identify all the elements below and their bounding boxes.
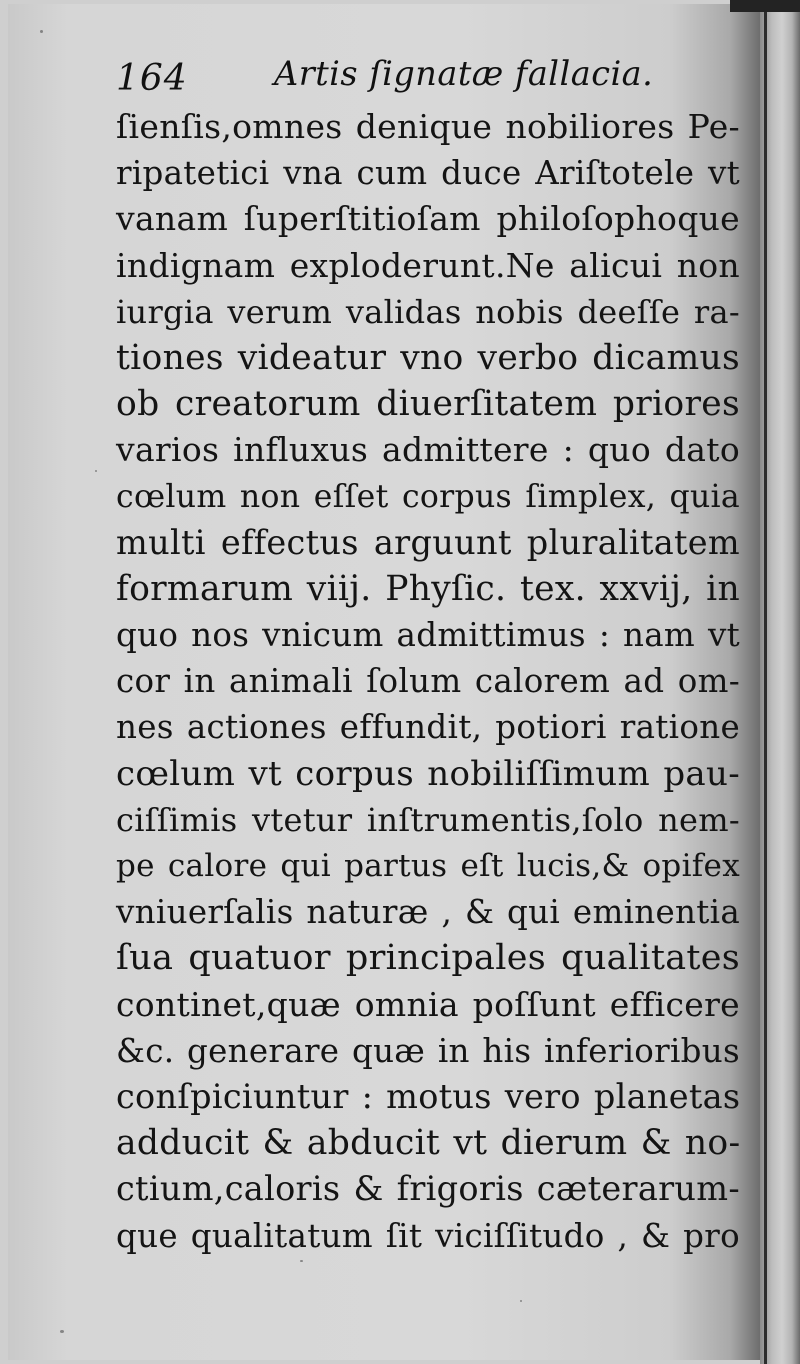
text-line: ripatetici vna cum duce Ariſtotele vt	[116, 154, 740, 193]
text-line: varios influxus admittere : quo dato	[116, 430, 740, 470]
text-line: ob creatorum diuerſitatem priores	[116, 384, 740, 425]
text-line: ſienſis,omnes denique nobiliores Pe-	[116, 107, 740, 146]
text-line: quo nos vnicum admittimus : nam vt	[116, 616, 740, 655]
text-line: &c. generare quæ in his inferioribus	[116, 1031, 740, 1070]
text-line: indignam exploderunt.Ne alicui non	[116, 245, 740, 285]
text-line: iurgia verum validas nobis deeſſe ra-	[116, 292, 740, 331]
text-line: ciſſimis vtetur inſtrumentis,ſolo nem-	[116, 800, 740, 839]
body-text	[116, 104, 740, 1259]
text-line: ctium,caloris & frigoris cæterarum-	[116, 1169, 740, 1209]
running-head: Artis ſignatæ fallacia.	[274, 54, 654, 93]
paper-speck	[60, 1330, 64, 1333]
text-line: vniuerſalis naturæ , & qui eminentia	[116, 893, 740, 932]
text-line: pe calore qui partus eſt lucis,& opifex	[116, 848, 740, 884]
text-line: conſpiciuntur : motus vero planetas	[116, 1076, 741, 1116]
text-line: formarum viij. Phyſic. tex. xxvij, in	[116, 568, 740, 609]
text-line: que qualitatum ſit viciſſitudo , & pro	[116, 1216, 740, 1255]
text-line: cœlum vt corpus nobiliſſimum pau-	[116, 753, 740, 794]
paper-speck	[300, 1260, 303, 1262]
page-header	[116, 48, 656, 108]
text-line: continet,quæ omnia poſſunt efficere	[116, 984, 740, 1024]
page-number: 164	[116, 58, 188, 99]
text-line: adducit & abducit vt dierum & no-	[116, 1123, 741, 1164]
text-line: tiones videatur vno verbo dicamus	[116, 337, 740, 378]
paper-speck	[40, 30, 43, 33]
paper-speck	[95, 470, 97, 472]
gutter-shadow-line	[764, 0, 767, 1364]
top-edge-shadow	[730, 0, 800, 12]
text-line: ſua quatuor principales qualitates	[116, 938, 740, 979]
paper-speck	[520, 1300, 522, 1302]
text-line: cœlum non eſſet corpus ſimplex, quia	[116, 478, 740, 515]
text-line: vanam ſuperſtitioſam philoſophoque	[116, 199, 740, 239]
text-line: multi effectus arguunt pluralitatem	[116, 522, 740, 562]
text-line: nes actiones effundit, potiori ratione	[116, 708, 740, 747]
text-line: cor in animali ſolum calorem ad om-	[116, 662, 740, 701]
